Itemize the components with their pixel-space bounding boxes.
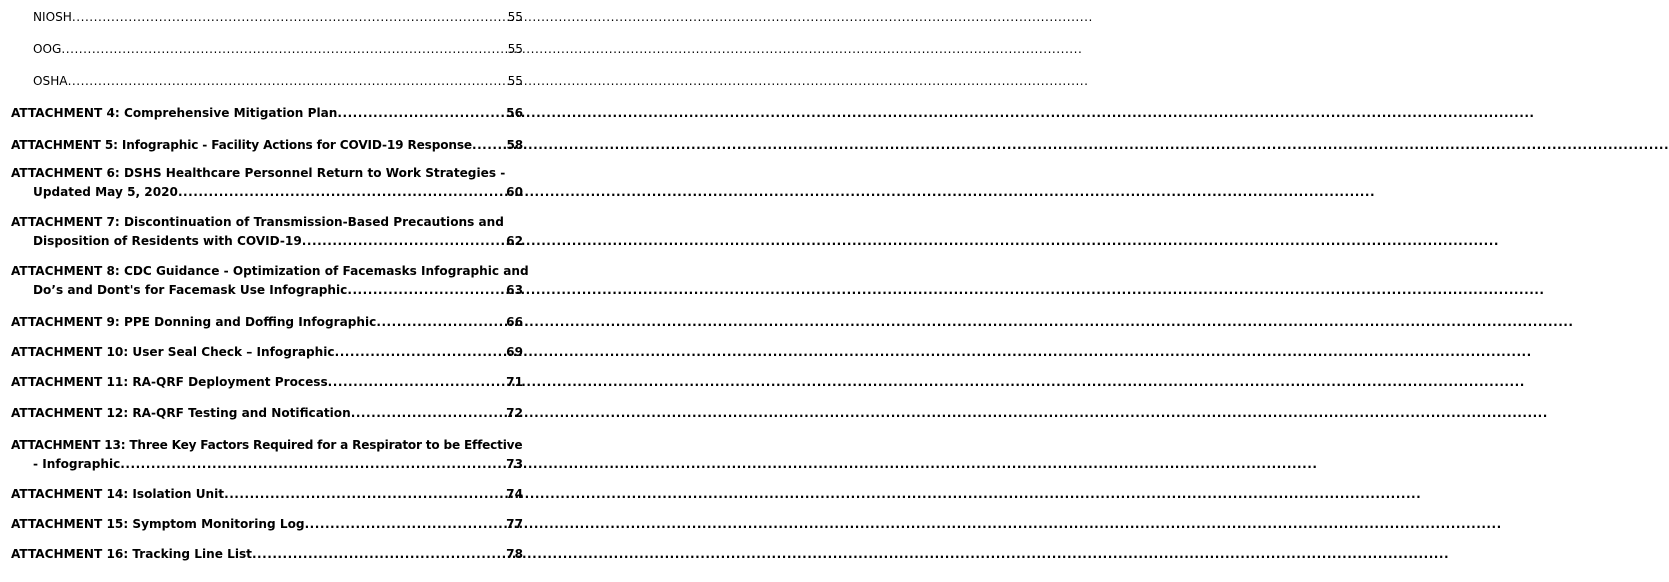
- toc-entry-attachment-4[interactable]: [11, 104, 523, 123]
- toc-entry-attachment-5[interactable]: [11, 136, 523, 155]
- toc-page-number: 69: [506, 345, 523, 359]
- toc-line: [11, 373, 523, 392]
- toc-page-number: 78: [506, 547, 523, 561]
- toc-entry-attachment-7[interactable]: [11, 213, 523, 251]
- toc-line: [11, 232, 523, 251]
- toc-entry-attachment-10[interactable]: [11, 343, 523, 362]
- toc-entry-title: ATTACHMENT 5: Infographic - Facility Actions for COVID-19 Response: [11, 138, 472, 152]
- toc-entry-osha[interactable]: [33, 72, 523, 91]
- toc-entry-title: ATTACHMENT 8: CDC Guidance - Optimization of Facemasks Infographic and: [11, 264, 529, 278]
- toc-entry-title: ATTACHMENT 11: RA-QRF Deployment Process: [11, 375, 328, 389]
- toc-entry-title: ATTACHMENT 4: Comprehensive Mitigation Plan: [11, 106, 338, 120]
- toc-entry-title-continued: Do’s and Dont's for Facemask Use Infographic: [33, 283, 348, 297]
- toc-page-number: 73: [506, 457, 523, 471]
- toc-page-number: 62: [506, 234, 523, 248]
- toc-line: [33, 72, 523, 91]
- toc-line: [33, 8, 523, 27]
- toc-line: [11, 436, 551, 455]
- toc-line: [11, 455, 523, 474]
- toc-entry-attachment-13[interactable]: [11, 436, 551, 474]
- toc-page-number: 66: [506, 315, 523, 329]
- toc-page-number: 60: [506, 185, 523, 199]
- toc-page: [0, 0, 559, 582]
- dot-leader: [328, 373, 505, 392]
- toc-entry-title: ATTACHMENT 14: Isolation Unit: [11, 487, 225, 501]
- toc-entry-title: ATTACHMENT 12: RA-QRF Testing and Notification: [11, 406, 351, 420]
- toc-line: [11, 313, 523, 332]
- toc-line: [11, 213, 523, 232]
- dot-leader: [252, 545, 505, 564]
- toc-entry-title-continued: Disposition of Residents with COVID-19: [33, 234, 302, 248]
- toc-page-number: 55: [507, 74, 523, 88]
- toc-page-number: 55: [507, 42, 523, 56]
- toc-line: [11, 485, 523, 504]
- toc-entry-title: ATTACHMENT 16: Tracking Line List: [11, 547, 252, 561]
- toc-entry-attachment-9[interactable]: [11, 313, 523, 332]
- toc-line: [11, 104, 523, 123]
- toc-entry-attachment-11[interactable]: [11, 373, 523, 392]
- dot-leader: [72, 8, 507, 27]
- toc-entry-oog[interactable]: [33, 40, 523, 59]
- dot-leader: [337, 104, 505, 123]
- toc-entry-title: NIOSH: [33, 10, 72, 24]
- dot-leader: [351, 404, 505, 423]
- dot-leader: [305, 515, 506, 534]
- toc-line: [11, 343, 523, 362]
- toc-page-number: 77: [506, 517, 523, 531]
- dot-leader: [224, 485, 505, 504]
- toc-line: [11, 515, 523, 534]
- toc-line: [33, 40, 523, 59]
- toc-entry-title: OOG: [33, 42, 62, 56]
- toc-entry-title: ATTACHMENT 13: Three Key Factors Required for a Respirator to be Effective: [11, 438, 523, 452]
- toc-line: [11, 164, 523, 183]
- dot-leader: [472, 136, 506, 155]
- toc-line: [11, 404, 523, 423]
- toc-line: [11, 136, 523, 155]
- toc-page-number: 55: [507, 10, 523, 24]
- toc-line: [11, 183, 523, 202]
- toc-entry-title-continued: - Infographic: [33, 457, 121, 471]
- toc-entry-title: ATTACHMENT 15: Symptom Monitoring Log: [11, 517, 305, 531]
- toc-page-number: 58: [506, 138, 523, 152]
- dot-leader: [335, 343, 506, 362]
- toc-entry-attachment-15[interactable]: [11, 515, 523, 534]
- toc-entry-attachment-12[interactable]: [11, 404, 523, 423]
- toc-page-number: 56: [506, 106, 523, 120]
- toc-page-number: 71: [506, 375, 523, 389]
- dot-leader: [376, 313, 505, 332]
- dot-leader: [302, 232, 505, 251]
- dot-leader: [347, 281, 505, 300]
- toc-line: [11, 545, 523, 564]
- dot-leader: [178, 183, 505, 202]
- dot-leader: [68, 72, 507, 91]
- toc-entry-attachment-6[interactable]: [11, 164, 523, 202]
- toc-entry-niosh[interactable]: [33, 8, 523, 27]
- toc-line: [11, 262, 549, 281]
- toc-entry-title: OSHA: [33, 74, 68, 88]
- toc-line: [11, 281, 523, 300]
- toc-entry-title: ATTACHMENT 9: PPE Donning and Doffing Infographic: [11, 315, 377, 329]
- toc-page-number: 74: [506, 487, 523, 501]
- toc-entry-title: ATTACHMENT 6: DSHS Healthcare Personnel Return to Work Strategies -: [11, 166, 506, 180]
- toc-entry-title-continued: Updated May 5, 2020: [33, 185, 178, 199]
- dot-leader: [120, 455, 505, 474]
- toc-entry-attachment-8[interactable]: [11, 262, 549, 300]
- toc-page-number: 63: [506, 283, 523, 297]
- dot-leader: [61, 40, 506, 59]
- toc-entry-title: ATTACHMENT 10: User Seal Check – Infographic: [11, 345, 335, 359]
- toc-entry-title: ATTACHMENT 7: Discontinuation of Transmission-Based Precautions and: [11, 215, 504, 229]
- toc-entry-attachment-14[interactable]: [11, 485, 523, 504]
- toc-page-number: 72: [506, 406, 523, 420]
- toc-entry-attachment-16[interactable]: [11, 545, 523, 564]
